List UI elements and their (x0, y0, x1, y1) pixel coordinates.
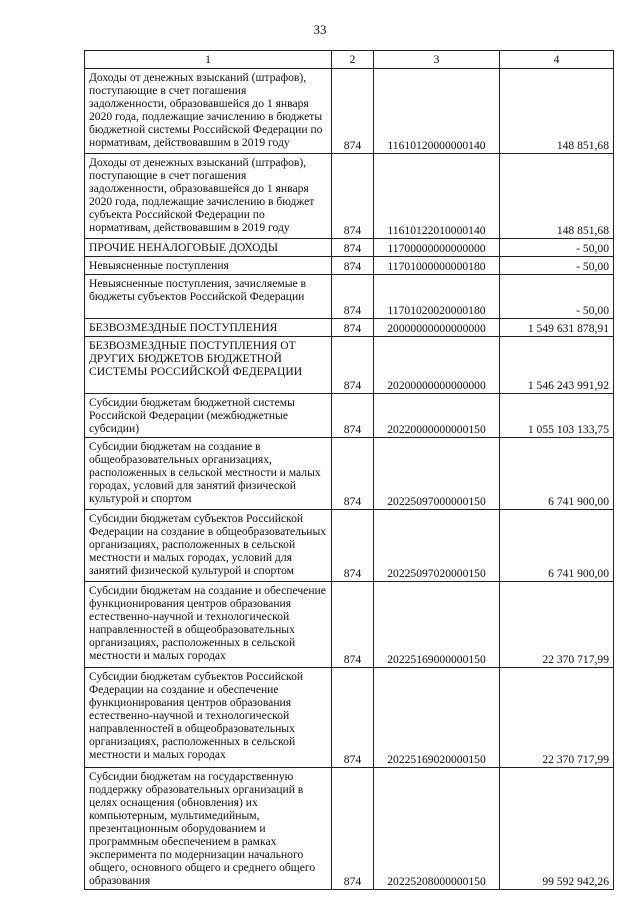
row-amount: 148 851,68 (500, 154, 614, 239)
row-name: Субсидии бюджетам субъектов Российской Федерации на создание в общеобразовательных организациях, расположенных в сельской местности и малых городах, условий для занятий физической культурой и спортом (85, 510, 332, 582)
row-admin-code: 874 (332, 337, 374, 394)
row-admin-code: 874 (332, 319, 374, 337)
row-amount: 6 741 900,00 (500, 510, 614, 582)
table-row (85, 239, 614, 257)
row-admin-code: 874 (332, 69, 374, 154)
row-admin-code: 874 (332, 668, 374, 768)
row-amount: 148 851,68 (500, 69, 614, 154)
row-budget-code: 20000000000000000 (374, 319, 500, 337)
row-budget-code: 11610120000000140 (374, 69, 500, 154)
row-name: ПРОЧИЕ НЕНАЛОГОВЫЕ ДОХОДЫ (85, 239, 332, 257)
row-budget-code: 20225097000000150 (374, 438, 500, 510)
row-admin-code: 874 (332, 239, 374, 257)
row-name: БЕЗВОЗМЕЗДНЫЕ ПОСТУПЛЕНИЯ ОТ ДРУГИХ БЮДЖЕТОВ БЮДЖЕТНОЙ СИСТЕМЫ РОССИЙСКОЙ ФЕДЕРАЦИИ (85, 337, 332, 394)
header-col-2: 2 (332, 51, 374, 69)
row-budget-code: 11701020020000180 (374, 275, 500, 319)
row-amount: 22 370 717,99 (500, 668, 614, 768)
row-admin-code: 874 (332, 582, 374, 668)
row-amount: 1 055 103 133,75 (500, 394, 614, 438)
header-col-3: 3 (374, 51, 500, 69)
row-admin-code: 874 (332, 438, 374, 510)
row-name: Невыясненные поступления, зачисляемые в бюджеты субъектов Российской Федерации (85, 275, 332, 319)
header-col-1: 1 (85, 51, 332, 69)
row-admin-code: 874 (332, 510, 374, 582)
row-budget-code: 20225169020000150 (374, 668, 500, 768)
table-row (85, 768, 614, 890)
row-name: БЕЗВОЗМЕЗДНЫЕ ПОСТУПЛЕНИЯ (85, 319, 332, 337)
row-amount: 6 741 900,00 (500, 438, 614, 510)
table-row (85, 394, 614, 438)
row-budget-code: 11610122010000140 (374, 154, 500, 239)
row-amount: 1 546 243 991,92 (500, 337, 614, 394)
row-budget-code: 20225169000000150 (374, 582, 500, 668)
row-admin-code: 874 (332, 154, 374, 239)
row-name: Субсидии бюджетам бюджетной системы Российской Федерации (межбюджетные субсидии) (85, 394, 332, 438)
table-header-row (85, 51, 614, 69)
row-admin-code: 874 (332, 768, 374, 890)
row-admin-code: 874 (332, 394, 374, 438)
table-row (85, 275, 614, 319)
row-amount: 99 592 942,26 (500, 768, 614, 890)
row-admin-code: 874 (332, 275, 374, 319)
row-budget-code: 20200000000000000 (374, 337, 500, 394)
row-budget-code: 20225097020000150 (374, 510, 500, 582)
row-name: Субсидии бюджетам на создание и обеспечение функционирования центров образования естественно-научной и технологической направленностей в общеобразовательных организациях, расположенных в сельской местности и малых городах (85, 582, 332, 668)
table-row (85, 69, 614, 154)
row-admin-code: 874 (332, 257, 374, 275)
row-name: Субсидии бюджетам на создание в общеобразовательных организациях, расположенных в сельской местности и малых городах, условий для занятий физической культурой и спортом (85, 438, 332, 510)
header-col-4: 4 (500, 51, 614, 69)
table-row (85, 337, 614, 394)
row-amount: - 50,00 (500, 257, 614, 275)
row-budget-code: 11701000000000180 (374, 257, 500, 275)
table-row (85, 154, 614, 239)
row-amount: - 50,00 (500, 239, 614, 257)
row-name: Субсидии бюджетам на государственную поддержку образовательных организаций в целях оснащения (обновления) их компьютерным, мультимедийным, презентационным оборудованием и программным обеспечением в рамках эксперимента по модернизации начального общего, основного общего и среднего общего образования (85, 768, 332, 890)
table-row (85, 668, 614, 768)
row-budget-code: 20220000000000150 (374, 394, 500, 438)
row-budget-code: 11700000000000000 (374, 239, 500, 257)
table-row (85, 257, 614, 275)
row-name: Субсидии бюджетам субъектов Российской Федерации на создание и обеспечение функционирования центров образования естественно-научной и технологической направленностей в общеобразовательных организациях, расположенных в сельской местности и малых городах (85, 668, 332, 768)
table-row (85, 438, 614, 510)
row-name: Доходы от денежных взысканий (штрафов), поступающие в счет погашения задолженности, образовавшейся до 1 января 2020 года, подлежащие зачислению в бюджеты бюджетной системы Российской Федерации по нормативам, действовавшим в 2019 году (85, 69, 332, 154)
row-amount: - 50,00 (500, 275, 614, 319)
budget-table (84, 50, 614, 890)
table-row (85, 582, 614, 668)
table-row (85, 510, 614, 582)
row-budget-code: 20225208000000150 (374, 768, 500, 890)
row-name: Доходы от денежных взысканий (штрафов), поступающие в счет погашения задолженности, образовавшейся до 1 января 2020 года, подлежащие зачислению в бюджет субъекта Российской Федерации по нормативам, действовавшим в 2019 году (85, 154, 332, 239)
row-amount: 22 370 717,99 (500, 582, 614, 668)
row-name: Невыясненные поступления (85, 257, 332, 275)
row-amount: 1 549 631 878,91 (500, 319, 614, 337)
page-number: 33 (313, 22, 327, 37)
table-row (85, 319, 614, 337)
